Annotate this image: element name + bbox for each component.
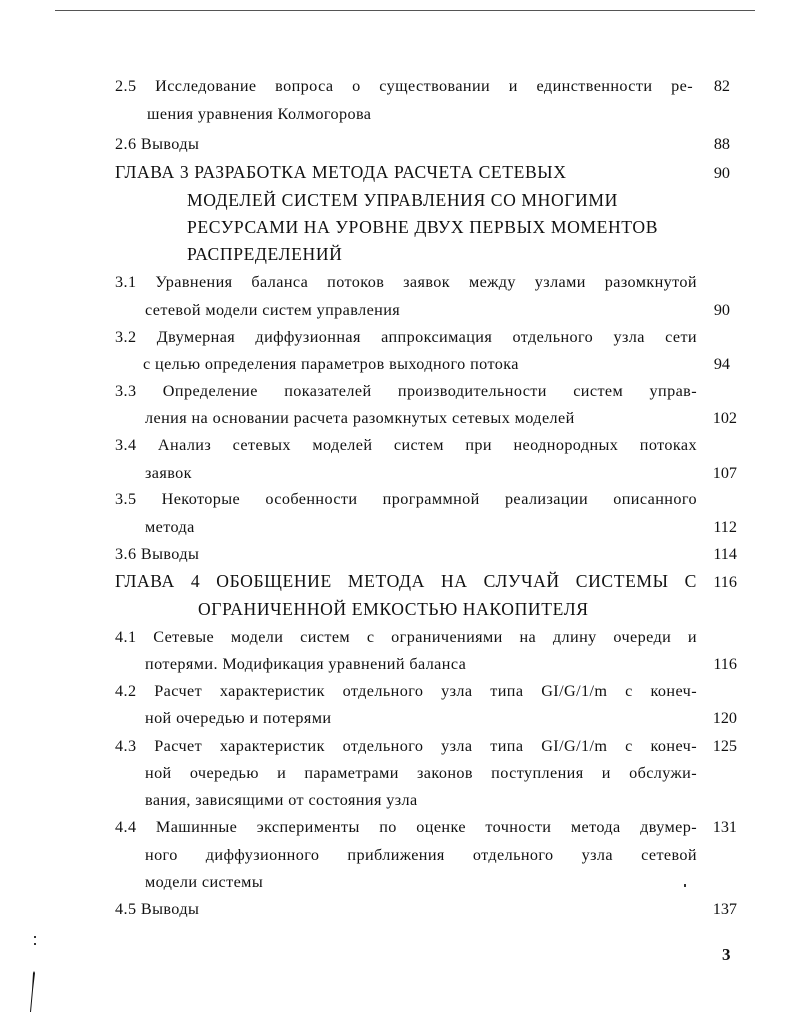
toc-entry-3-3-line-2: ления на основании расчета разомкнутых сетевых моделей bbox=[145, 409, 575, 427]
toc-entry-4-1-line-2: потерями. Модификация уравнений баланса bbox=[145, 655, 467, 673]
chapter-3-heading-line-2: МОДЕЛЕЙ СИСТЕМ УПРАВЛЕНИЯ СО МНОГИМИ bbox=[187, 190, 618, 210]
toc-page-4-2: 120 bbox=[712, 709, 737, 727]
toc-entry-3-2-line-2: с целью определения параметров выходного потока bbox=[143, 355, 519, 373]
toc-entry-4-3-line-2: ной очередью и параметрами законов поступления и обслужи- bbox=[145, 764, 697, 782]
toc-page-4-5: 137 bbox=[712, 900, 737, 918]
toc-entry-3-4-line-2: заявок bbox=[145, 464, 192, 482]
toc-page-2-5: 82 bbox=[713, 77, 730, 95]
toc-page-2-6: 88 bbox=[713, 135, 730, 153]
scan-speck bbox=[684, 884, 686, 887]
toc-page-chapter-3: 90 bbox=[713, 164, 730, 182]
toc-page-3-5: 112 bbox=[713, 518, 737, 536]
toc-page-chapter-4: 116 bbox=[713, 573, 737, 591]
toc-entry-4-4-line-1: 4.4 Машинные эксперименты по оценке точности метода двумер- bbox=[115, 818, 697, 836]
toc-entry-4-1-line-1: 4.1 Сетевые модели систем с ограничениями на длину очереди и bbox=[115, 628, 697, 646]
toc-entry-3-5-line-2: метода bbox=[145, 518, 195, 536]
chapter-3-heading-line-3: РЕСУРСАМИ НА УРОВНЕ ДВУХ ПЕРВЫХ МОМЕНТОВ bbox=[187, 217, 659, 237]
toc-entry-4-3-line-1: 4.3 Расчет характеристик отдельного узла типа GI/G/1/m с конеч- bbox=[115, 737, 697, 755]
page-number: 3 bbox=[722, 945, 731, 964]
toc-entry-4-4-line-3: модели системы bbox=[145, 873, 264, 891]
toc-page-3-4: 107 bbox=[712, 464, 737, 482]
chapter-3-heading-line-1: ГЛАВА 3 РАЗРАБОТКА МЕТОДА РАСЧЕТА СЕТЕВЫХ bbox=[115, 162, 567, 182]
toc-entry-3-4-line-1: 3.4 Анализ сетевых моделей систем при неоднородных потоках bbox=[115, 436, 697, 454]
toc-entry-4-3-line-3: вания, зависящими от состояния узла bbox=[145, 791, 418, 809]
top-rule bbox=[55, 10, 755, 11]
toc-entry-3-3-line-1: 3.3 Определение показателей производительности систем управ- bbox=[115, 382, 697, 400]
scan-margin-mark bbox=[30, 970, 36, 1014]
toc-entry-3-6: 3.6 Выводы bbox=[115, 545, 200, 563]
toc-page-4-1: 116 bbox=[713, 655, 737, 673]
toc-page-3-1: 90 bbox=[713, 301, 730, 319]
toc-page-3-3: 102 bbox=[712, 409, 737, 427]
toc-entry-4-2-line-1: 4.2 Расчет характеристик отдельного узла типа GI/G/1/m с конеч- bbox=[115, 682, 697, 700]
toc-page-4-3: 125 bbox=[712, 737, 737, 755]
toc-page-3-2: 94 bbox=[713, 355, 730, 373]
toc-entry-3-5-line-1: 3.5 Некоторые особенности программной реализации описанного bbox=[115, 490, 697, 508]
toc-entry-4-2-line-2: ной очередью и потерями bbox=[145, 709, 332, 727]
toc-entry-3-2-line-1: 3.2 Двумерная диффузионная аппроксимация отдельного узла сети bbox=[115, 328, 697, 346]
toc-entry-4-5: 4.5 Выводы bbox=[115, 900, 200, 918]
toc-entry-3-1-line-1: 3.1 Уравнения баланса потоков заявок между узлами разомкнутой bbox=[115, 273, 697, 291]
chapter-4-heading-line-1: ГЛАВА 4 ОБОБЩЕНИЕ МЕТОДА НА СЛУЧАЙ СИСТЕМЫ С bbox=[115, 571, 697, 591]
toc-entry-2-5-line-2: шения уравнения Колмогорова bbox=[147, 105, 372, 123]
chapter-4-heading-line-2: ОГРАНИЧЕННОЙ ЕМКОСТЬЮ НАКОПИТЕЛЯ bbox=[198, 599, 589, 619]
toc-page-3-6: 114 bbox=[713, 545, 737, 563]
chapter-3-heading-line-4: РАСПРЕДЕЛЕНИЙ bbox=[187, 244, 343, 264]
toc-page-4-4: 131 bbox=[712, 818, 737, 836]
scan-speck bbox=[34, 936, 36, 938]
toc-entry-3-1-line-2: сетевой модели систем управления bbox=[145, 301, 401, 319]
toc-entry-4-4-line-2: ного диффузионного приближения отдельного узла сетевой bbox=[145, 846, 697, 864]
toc-entry-2-6: 2.6 Выводы bbox=[115, 135, 200, 153]
scan-speck bbox=[34, 943, 36, 945]
toc-entry-2-5-line-1: 2.5 Исследование вопроса о существовании и единственности ре- bbox=[115, 77, 693, 95]
